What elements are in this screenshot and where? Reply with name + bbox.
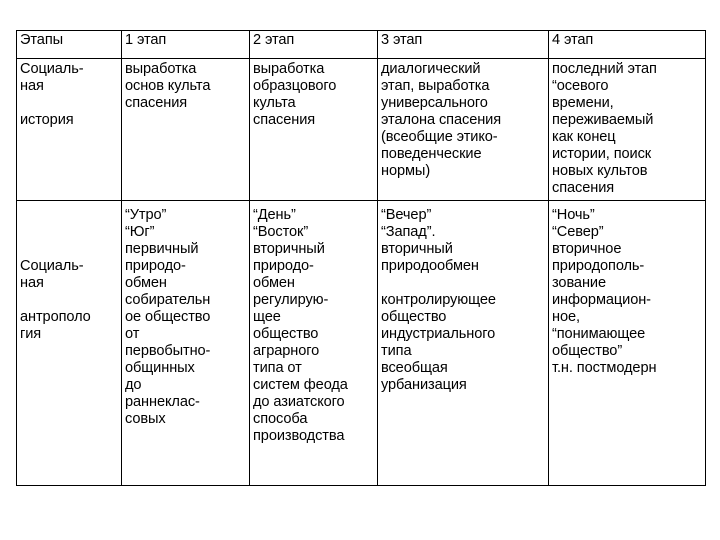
header-cell-stage-3: 3 этап xyxy=(378,31,549,59)
cell-history-stage-3: диалогический этап, выработка универсального эталона спасения (всеобщие этико- поведенческие нормы) xyxy=(378,59,549,201)
cell-anthropology-stage-4: “Ночь” “Север” вторичное природополь- зование информацион- ное, “понимающее общество” т.н. постмодерн xyxy=(549,201,706,486)
header-cell-stages: Этапы xyxy=(17,31,122,59)
cell-anthropology-stage-2: “День” “Восток” вторичный природо- обмен регулирую- щее общество аграрного типа от систем феода до азиатского способа производства xyxy=(250,201,378,486)
row-label-social-history: Социаль- ная история xyxy=(17,59,122,201)
table-row-social-anthropology xyxy=(17,201,706,486)
table-header-row xyxy=(17,31,706,59)
stages-table xyxy=(16,30,706,486)
header-cell-stage-1: 1 этап xyxy=(122,31,250,59)
header-cell-stage-4: 4 этап xyxy=(549,31,706,59)
cell-history-stage-2: выработка образцового культа спасения xyxy=(250,59,378,201)
cell-anthropology-stage-3: “Вечер” “Запад”. вторичный природообмен контролирующее общество индустриального типа всеобщая урбанизация xyxy=(378,201,549,486)
row-label-social-anthropology: Социаль- ная антрополо гия xyxy=(17,201,122,486)
header-cell-stage-2: 2 этап xyxy=(250,31,378,59)
cell-history-stage-1: выработка основ культа спасения xyxy=(122,59,250,201)
cell-anthropology-stage-1: “Утро” “Юг” первичный природо- обмен собирательн ое общество от первобытно- общинных до раннеклас- совых xyxy=(122,201,250,486)
cell-history-stage-4: последний этап “осевого времени, переживаемый как конец истории, поиск новых культов спасения xyxy=(549,59,706,201)
table-row-social-history xyxy=(17,59,706,201)
